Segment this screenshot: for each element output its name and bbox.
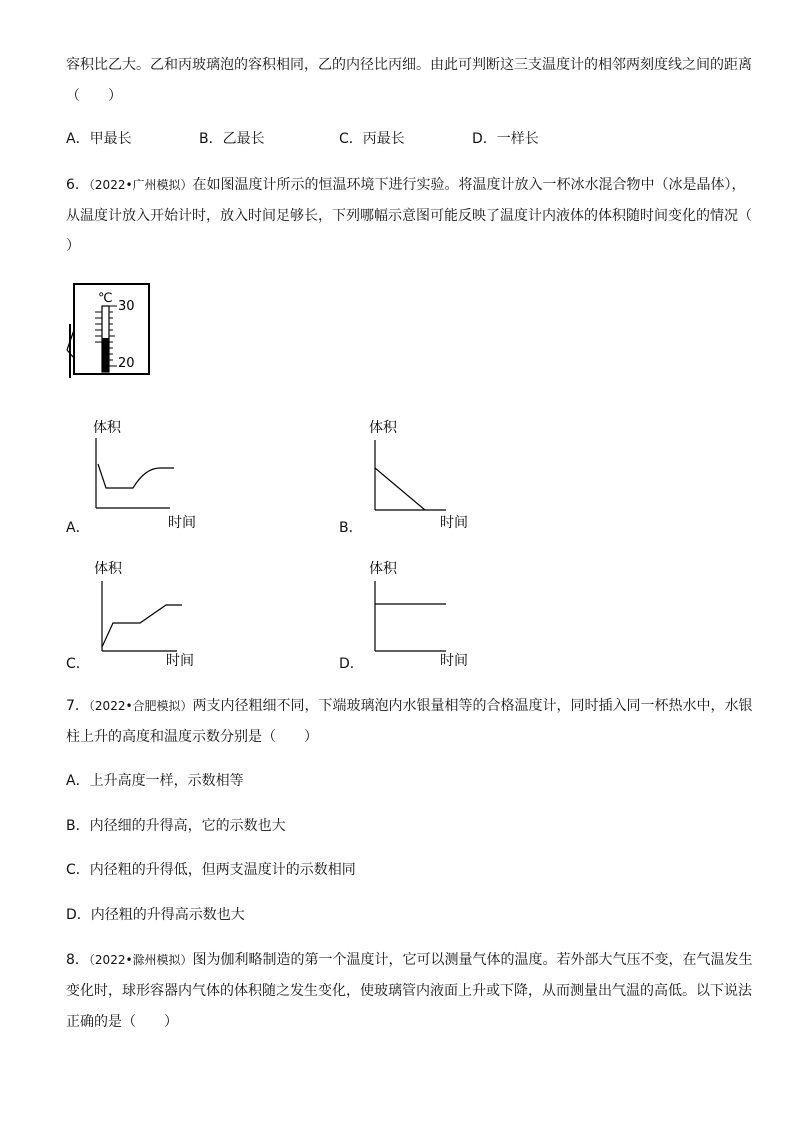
option-label: B． (199, 131, 223, 147)
x-axis-label: 时间 (440, 653, 468, 669)
thermometer-figure (62, 280, 158, 378)
thermometer-mark-30: 30 (118, 299, 135, 314)
question-number: 7． (66, 698, 89, 714)
q5-option-c (339, 129, 405, 149)
q6-option-d-label: D． (339, 656, 364, 672)
y-axis-label: 体积 (94, 561, 122, 577)
y-axis-label: 体积 (93, 420, 121, 436)
thermometer-mark-20: 20 (118, 356, 135, 371)
q7-option-a (66, 771, 244, 791)
q6-graph-a (90, 416, 200, 532)
option-label: A． (66, 131, 90, 147)
q6-option-b-label: B． (339, 520, 363, 536)
question-text: 图为伽利略制造的第一个温度计，它可以测量气体的温度。若外部大气压不变，在气温发生 (192, 952, 753, 968)
option-label: D． (66, 907, 91, 923)
q6-graph-d (366, 557, 476, 669)
y-axis-label: 体积 (369, 420, 397, 436)
option-text: 内径粗的升得高示数也大 (90, 907, 245, 923)
q6-graph-c (92, 557, 202, 669)
y-axis-label: 体积 (369, 561, 397, 577)
q7-option-b (66, 816, 286, 836)
q5-text-line-2: （ ） (66, 88, 122, 104)
q6-graph-b (366, 416, 476, 532)
q5-text-line-1: 容积比乙大。乙和丙玻璃泡的容积相同，乙的内径比丙细。由此可判断这三支温度计的相邻两刻度线之间的距离 (66, 57, 752, 73)
x-axis-label: 时间 (440, 515, 468, 531)
option-label: C． (339, 131, 363, 147)
question-text: 在如图温度计所示的恒温环境下进行实验。将温度计放入一杯冰水混合物中（冰是晶体）， (192, 177, 746, 193)
q8-text-line-3: 正确的是（ ） (66, 1014, 178, 1030)
option-label: A． (66, 773, 90, 789)
thermometer-unit: ℃ (98, 291, 113, 306)
q6-text-line-2: 从温度计放入开始计时，放入时间足够长，下列哪幅示意图可能反映了温度计内液体的体积随时间变化的情况（ (66, 208, 752, 224)
question-source: （2022•合肥模拟） (88, 699, 193, 713)
option-text: 上升高度一样，示数相等 (89, 773, 244, 789)
q7-option-c (66, 860, 356, 880)
option-text: 丙最长 (362, 131, 405, 147)
q7-text-line-2: 柱上升的高度和温度示数分别是（ ） (66, 729, 318, 745)
question-number: 6． (66, 177, 89, 193)
option-text: 一样长 (496, 131, 539, 147)
question-source: （2022•广州模拟） (88, 178, 193, 192)
option-label: C． (66, 862, 90, 878)
option-label: D． (472, 131, 497, 147)
option-text: 内径细的升得高，它的示数也大 (89, 818, 286, 834)
q6-option-a-label: A． (66, 520, 90, 536)
q6-text-line-1 (66, 175, 746, 195)
q7-option-d (66, 905, 245, 925)
option-text: 乙最长 (222, 131, 265, 147)
question-text: 两支内径粗细不同，下端玻璃泡内水银量相等的合格温度计，同时插入同一杯热水中，水银 (192, 698, 753, 714)
q5-option-a (66, 129, 132, 149)
q8-text-line-2: 变化时，球形容器内气体的体积随之发生变化，使玻璃管内液面上升或下降，从而测量出气温的高低。以下说法 (66, 983, 752, 999)
question-source: （2022•滁州模拟） (88, 953, 193, 967)
q6-option-c-label: C． (66, 656, 90, 672)
q5-option-b (199, 129, 265, 149)
option-text: 内径粗的升得低，但两支温度计的示数相同 (89, 862, 356, 878)
volume-curve (375, 468, 425, 510)
x-axis-label: 时间 (168, 515, 196, 531)
question-number: 8． (66, 952, 89, 968)
x-axis-label: 时间 (166, 653, 194, 669)
q5-option-d (472, 129, 539, 149)
option-text: 甲最长 (89, 131, 132, 147)
volume-curve (102, 605, 182, 647)
q6-text-line-3: ） (66, 238, 80, 254)
volume-curve (98, 464, 174, 488)
q8-text-line-1 (66, 950, 753, 970)
option-label: B． (66, 818, 90, 834)
q7-text-line-1 (66, 696, 753, 716)
